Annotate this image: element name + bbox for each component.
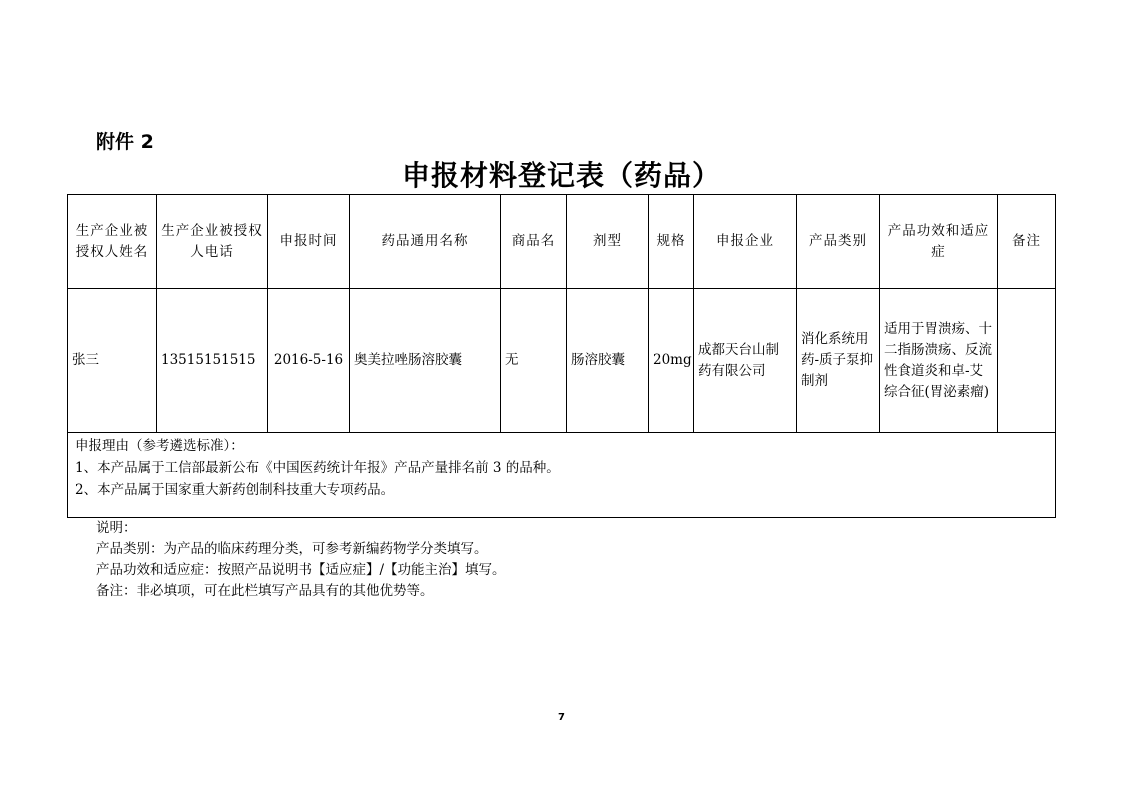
cell-application-date: 2016-5-16	[268, 289, 350, 433]
header-applicant-company: 申报企业	[694, 195, 797, 289]
cell-generic-name: 奥美拉唑肠溶胶囊	[350, 289, 501, 433]
header-dosage-form: 剂型	[567, 195, 649, 289]
note-product-category: 产品类别：为产品的临床药理分类，可参考新编药物学分类填写。	[96, 541, 488, 557]
cell-applicant-company: 成都天台山制药有限公司	[694, 289, 797, 433]
header-application-date: 申报时间	[268, 195, 350, 289]
cell-specification: 20mg	[649, 289, 694, 433]
cell-trade-name: 无	[501, 289, 567, 433]
reasons-row	[68, 433, 1056, 518]
cell-dosage-form: 肠溶胶囊	[567, 289, 649, 433]
reasons-heading: 申报理由（参考遴选标准）：	[75, 438, 244, 454]
header-authorized-person-phone: 生产企业被授权人电话	[157, 195, 268, 289]
cell-authorized-person-phone: 13515151515	[157, 289, 268, 433]
cell-efficacy-indications: 适用于胃溃疡、十二指肠溃疡、反流性食道炎和卓-艾综合征(胃泌素瘤)	[880, 289, 998, 433]
table-row	[68, 289, 1056, 433]
attachment-label: 附件 2	[96, 131, 154, 153]
reason-item: 2、本产品属于国家重大新药创制科技重大专项药品。	[75, 482, 395, 498]
reason-item: 1、本产品属于工信部最新公布《中国医药统计年报》产品产量排名前 3 的品种。	[75, 460, 560, 476]
table-header-row	[68, 195, 1056, 289]
notes-heading: 说明：	[96, 520, 137, 536]
header-trade-name: 商品名	[501, 195, 567, 289]
cell-remarks	[998, 289, 1056, 433]
page-number: 7	[558, 712, 565, 723]
header-remarks: 备注	[998, 195, 1056, 289]
note-efficacy-indications: 产品功效和适应症：按照产品说明书【适应症】/【功能主治】填写。	[96, 562, 506, 578]
cell-authorized-person-name: 张三	[68, 289, 157, 433]
notes-section	[96, 518, 506, 602]
note-remarks: 备注：非必填项，可在此栏填写产品具有的其他优势等。	[96, 583, 434, 599]
registration-table	[67, 194, 1056, 518]
reasons-cell	[68, 433, 1056, 518]
cell-product-category: 消化系统用药-质子泵抑制剂	[797, 289, 880, 433]
header-specification: 规格	[649, 195, 694, 289]
header-authorized-person-name: 生产企业被授权人姓名	[68, 195, 157, 289]
header-generic-name: 药品通用名称	[350, 195, 501, 289]
header-efficacy-indications: 产品功效和适应症	[880, 195, 998, 289]
header-product-category: 产品类别	[797, 195, 880, 289]
page-title: 申报材料登记表（药品）	[401, 159, 721, 192]
